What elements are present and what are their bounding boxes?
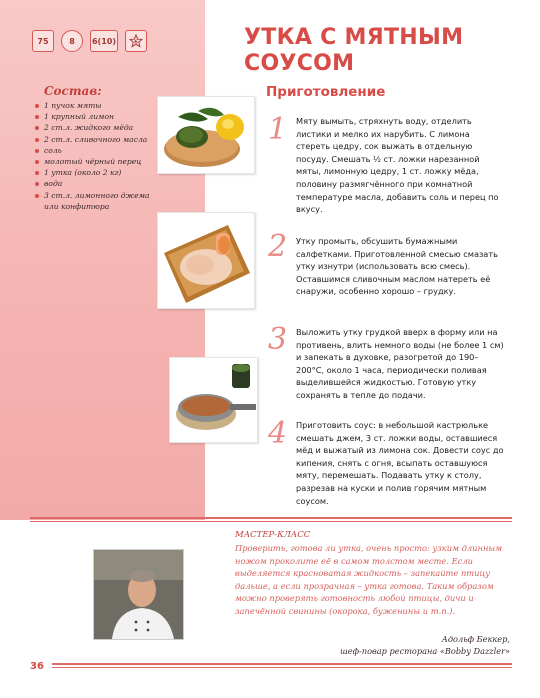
chef-photo: [93, 549, 184, 640]
step-4-number: 4: [268, 416, 288, 451]
svg-text:6: 6: [134, 39, 138, 46]
step-2-text: Утку промыть, обсушить бумажными салфетками. Приготовленной смесью смазать утку изнутри (использовать всю смесь). Оставшимся сливочным маслом натереть её снаружи, особенно хорошо – грудку.: [296, 236, 498, 297]
star-icon: [129, 34, 143, 48]
step-4-text: Приготовить соус: в небольшой кастрюльке смешать джем, 3 ст. ложки воды, оставшиеся мёд и выжатый из лимона сок. Довести соус до кипения, снять с огня, всыпать оставшуюся мяту, перемешать. Подавать утку к столу, разрезав на куски и полив горячим мятным соусом.: [296, 420, 504, 506]
section-subtitle: Приготовление: [266, 84, 386, 100]
page-number: 36: [30, 661, 44, 672]
step-2-number: 2: [268, 229, 288, 264]
list-item: 1 утка (около 2 кг): [44, 167, 204, 178]
clock-icon: 75: [32, 30, 54, 52]
portions-icon: 6(10): [90, 30, 118, 52]
list-item: соль: [44, 145, 204, 156]
step-3-number: 3: [268, 322, 288, 357]
step-3-text: Выложить утку грудкой вверх в форму или на противень, влить немного воды (не более 1 см) и запекать в духовке, разогретой до 190–200°C, около 1 часа, периодически поливая выделившейся жидкостью. Готовую утку сохранять в тепле до подачи.: [296, 327, 504, 400]
step-1-number: 1: [268, 112, 288, 147]
list-item: молотый чёрный перец: [44, 156, 204, 167]
step-2-photo: [157, 212, 255, 309]
master-class-heading: МАСТЕР-КЛАСС: [235, 530, 311, 540]
page-title: УТКА С МЯТНЫМ СОУСОМ: [244, 25, 464, 76]
step-4-photo: [169, 357, 258, 443]
footer-divider: [52, 663, 512, 670]
recipe-info-icons: [32, 30, 147, 52]
servings-icon: 8: [61, 30, 83, 52]
list-item: вода: [44, 178, 204, 189]
ingredients-heading: Состав:: [44, 84, 102, 98]
master-class-text: Проверить, готова ли утка, очень просто: узким длинным ножом проколите её в самом толстом месте. Если выделяется красноватая жидкость – запекайте птицу дальше, а если прозрачная – утка готова. Таким образом можно проверять готовность любой птицы, дичи и запечённой свинины (окорока, буженины и т.п.).: [235, 543, 503, 616]
step-1-text: Мяту вымыть, стряхнуть воду, отделить листики и мелко их нарубить. С лимона стереть цедру, сок выжать в отдельную посуду. Смешать ½ ст. ложки нарезанной мяты, лимонную цедру, 1 ст. ложку мёда, половину размягчённого при комнатной температуре масла, добавить соль и перец по вкусу.: [296, 116, 499, 215]
divider: [30, 517, 512, 523]
step-1-photo: [157, 96, 255, 174]
list-item: 1 пучок мяты: [44, 100, 204, 111]
list-item: 3 ст.л. лимонного джема: [44, 190, 204, 201]
list-item: или конфитюра: [44, 201, 110, 211]
list-item: 1 крупный лимон: [44, 111, 204, 122]
author-signature: Адольф Беккер, шеф-повар ресторана «Bobby Dazzler»: [340, 634, 510, 656]
difficulty-icon: [125, 30, 147, 52]
list-item: 2 ст.л. жидкого мёда: [44, 122, 204, 133]
list-item: 2 ст.л. сливочного масла: [44, 134, 204, 145]
